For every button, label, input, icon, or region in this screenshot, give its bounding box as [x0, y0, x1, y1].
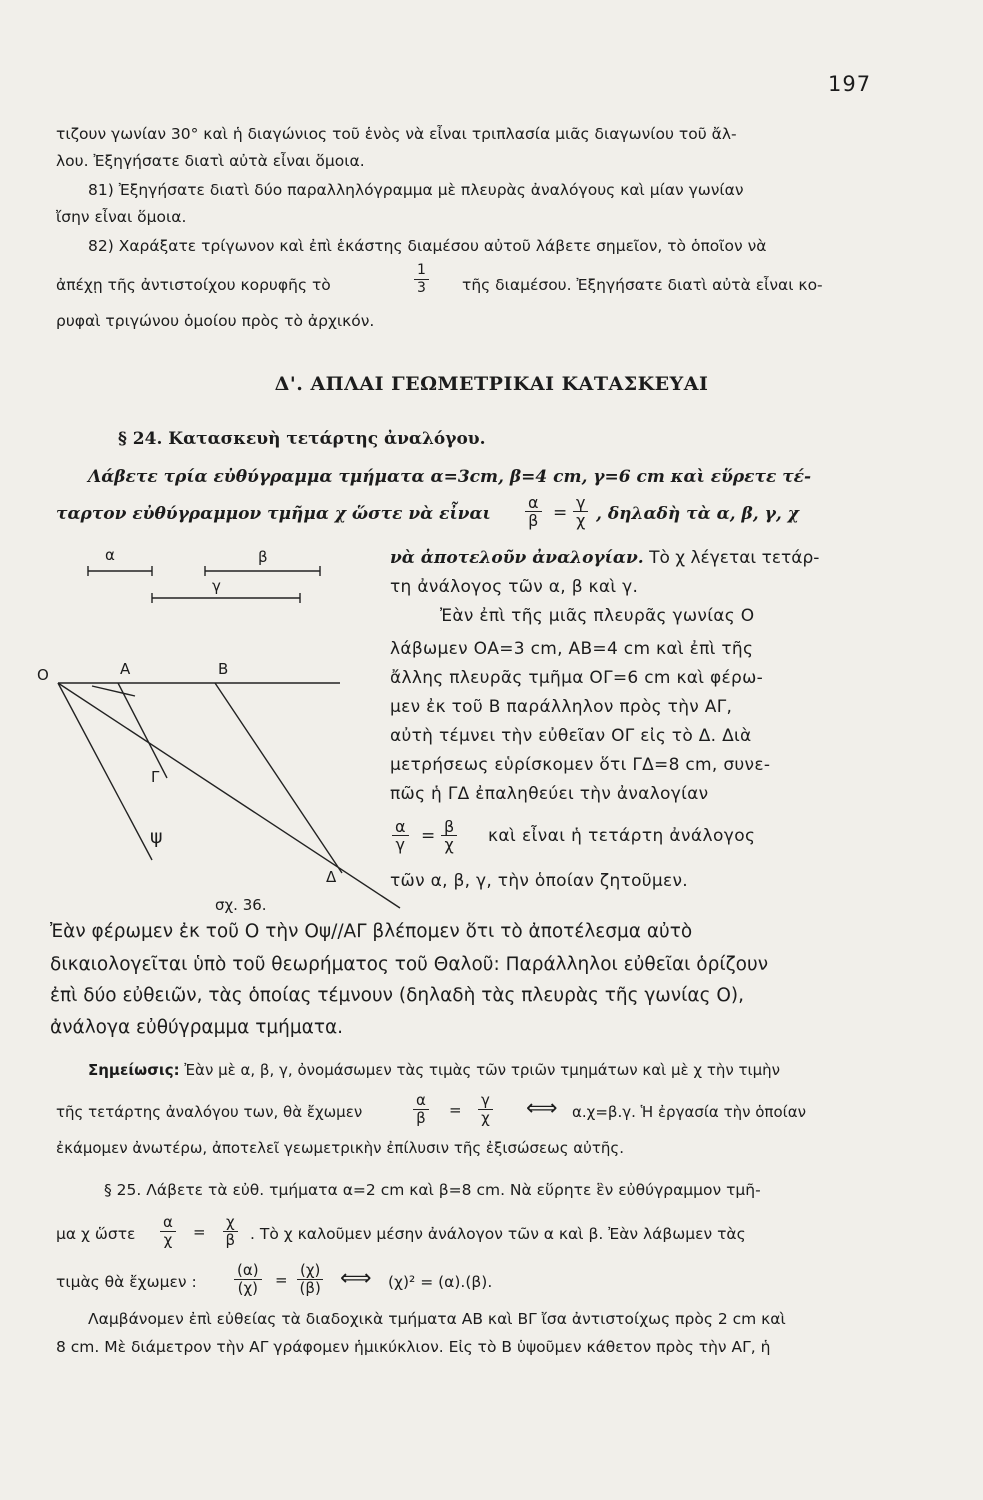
problem-line: τη ἀνάλογος τῶν α, β καὶ γ. — [390, 577, 639, 597]
fraction-denominator: γ — [395, 835, 405, 854]
text-line: ἴσην εἶναι ὅμοια. — [56, 208, 187, 226]
fraction-denominator: β — [528, 511, 539, 530]
equals-sign: = — [193, 1223, 206, 1241]
label-gamma: γ — [212, 577, 221, 595]
fraction-denominator: 3 — [417, 280, 426, 296]
equals-sign: = — [449, 1101, 462, 1119]
text-line: μετρήσεως εὑρίσκομεν ὅτι ΓΔ=8 cm, συνε- — [390, 755, 771, 775]
fraction-numerator: 1 — [414, 262, 429, 280]
text-line: λου. Ἐξηγήσατε διατὶ αὐτὰ εἶναι ὅμοια. — [56, 152, 365, 170]
text-line: ἀνάλογα εὐθύγραμμα τμήματα. — [50, 1017, 344, 1038]
fraction-alpha-chi — [160, 1214, 176, 1249]
fraction-numerator: α — [525, 494, 542, 512]
exercise-81: 81) Ἐξηγήσατε διατὶ δύο παραλληλόγραμμα μὲ πλευρὰς ἀναλόγους καὶ μίαν γωνίαν — [88, 181, 744, 199]
fraction-alpha-beta — [413, 1092, 429, 1127]
text-line: μεν ἐκ τοῦ Β παράλληλον πρὸς τὴν ΑΓ, — [390, 697, 733, 717]
section-25-line: τιμὰς θὰ ἔχωμεν : — [56, 1273, 197, 1291]
fraction-denominator: χ — [444, 835, 454, 854]
problem-line: Λάβετε τρία εὐθύγραμμα τμήματα α=3cm, β=4 cm, γ=6 cm καὶ εὕρετε τέ- — [88, 467, 812, 487]
chapter-heading: Δ'. ΑΠΛΑΙ ΓΕΩΜΕΤΡΙΚΑΙ ΚΑΤΑΣΚΕΥΑΙ — [274, 373, 709, 395]
label-G: Γ — [151, 768, 160, 786]
fraction-numerator: χ — [223, 1214, 238, 1232]
fraction-numerator: β — [441, 818, 457, 836]
fraction-denominator: χ — [481, 1109, 490, 1127]
text-line: καὶ εἶναι ἡ τετάρτη ἀνάλογος — [488, 826, 756, 846]
fraction-denominator: (χ) — [237, 1279, 258, 1297]
equals-sign: = — [275, 1271, 288, 1289]
text-line: αὐτὴ τέμνει τὴν εὐθεῖαν ΟΓ εἰς τὸ Δ. Διὰ — [390, 726, 752, 746]
text-line: ρυφαὶ τριγώνου ὁμοίου πρὸς τὸ ἀρχικόν. — [56, 312, 375, 330]
fraction-a-x — [234, 1262, 262, 1297]
fraction-numerator: (χ) — [297, 1262, 323, 1280]
text-line: ἀπέχῃ τῆς ἀντιστοίχου κορυφῆς τὸ — [56, 276, 331, 294]
fraction-numerator: γ — [573, 494, 588, 512]
fraction-numerator: (α) — [234, 1262, 262, 1280]
section-25-line: 8 cm. Μὲ διάμετρον τὴν ΑΓ γράφομεν ἡμικύκλιον. Εἰς τὸ Β ὑψοῦμεν κάθετον πρὸς τὴν ΑΓ, ἡ — [56, 1338, 771, 1356]
text-line: τῆς διαμέσου. Ἐξηγήσατε διατὶ αὐτὰ εἶναι κο- — [462, 276, 823, 294]
note-line: τῆς τετάρτης ἀναλόγου των, θὰ ἔχωμεν — [56, 1103, 363, 1121]
text-line: Ἐὰν ἐπὶ τῆς μιᾶς πλευρᾶς γωνίας Ο — [440, 606, 755, 626]
text-line: ἐπὶ δύο εὐθειῶν, τὰς ὁποίας τέμνουν (δηλαδὴ τὰς πλευρὰς τῆς γωνίας Ο), — [50, 985, 744, 1006]
label-alpha: α — [105, 546, 115, 564]
fraction-numerator: α — [413, 1092, 429, 1110]
proportion-phrase: νὰ ἀποτελοῦν ἀναλογίαν. — [390, 548, 644, 568]
line-Opsi — [58, 683, 152, 860]
section-25-line: μα χ ὥστε — [56, 1225, 136, 1243]
section-24-title: § 24. Κατασκευὴ τετάρτης ἀναλόγου. — [118, 429, 486, 449]
fraction-numerator: α — [160, 1214, 176, 1232]
label-O: Ο — [37, 666, 49, 684]
problem-line: ταρτον εὐθύγραμμον τμῆμα χ ὥστε νὰ εἶναι — [56, 504, 491, 524]
fraction-numerator: α — [392, 818, 409, 836]
note-line — [88, 1060, 780, 1080]
text-line: δικαιολογεῖται ὑπὸ τοῦ θεωρήματος τοῦ Θαλοῦ: Παράλληλοι εὐθεῖαι ὁρίζουν — [50, 954, 769, 975]
equals-sign: = — [553, 503, 568, 523]
fraction-denominator: χ — [163, 1231, 173, 1249]
note-label: Σημείωσις: — [88, 1061, 180, 1079]
side-OD — [58, 683, 400, 908]
fraction-denominator: β — [225, 1231, 236, 1249]
fraction-denominator: (β) — [299, 1279, 321, 1297]
fraction-chi-beta — [223, 1214, 238, 1249]
text-line: Ἐὰν φέρωμεν ἐκ τοῦ Ο τὴν Οψ//ΑΓ βλέπομεν ὅτι τὸ ἀποτέλεσμα αὐτὸ — [50, 921, 693, 942]
figure-caption: σχ. 36. — [215, 896, 267, 914]
equivalence-arrow-icon: ⟺ — [526, 1096, 558, 1121]
section-25-line: . Τὸ χ καλοῦμεν μέσην ἀνάλογον τῶν α καὶ β. Ἐὰν λάβωμεν τὰς — [250, 1225, 746, 1243]
section-25-line: Λαμβάνομεν ἐπὶ εὐθείας τὰ διαδοχικὰ τμήματα ΑΒ καὶ ΒΓ ἴσα ἀντιστοίχως πρὸς 2 cm καὶ — [88, 1310, 786, 1328]
text-line: τῶν α, β, γ, τὴν ὁποίαν ζητοῦμεν. — [390, 871, 689, 891]
label-B: Β — [218, 660, 229, 678]
text-line: τιζουν γωνίαν 30° καὶ ἡ διαγώνιος τοῦ ἑνὸς νὰ εἶναι τριπλασία μιᾶς διαγωνίου τοῦ ἄλ- — [56, 125, 737, 143]
note-line: α.χ=β.γ. Ἡ ἐργασία τὴν ὁποίαν — [572, 1103, 806, 1121]
equivalence-arrow-icon: ⟺ — [340, 1266, 372, 1291]
text-line: ἄλλης πλευρᾶς τμῆμα ΟΓ=6 cm καὶ φέρω- — [390, 668, 764, 688]
note-line: ἐκάμομεν ἀνωτέρω, ἀποτελεῖ γεωμετρικὴν ἐπίλυσιν τῆς ἐξισώσεως αὐτῆς. — [56, 1139, 624, 1157]
fraction-denominator: β — [416, 1109, 426, 1127]
section-25-line: (χ)² = (α).(β). — [388, 1273, 493, 1291]
line-BD — [215, 683, 342, 873]
equals-sign: = — [421, 826, 436, 846]
line-AG — [118, 683, 167, 778]
fraction-denominator: χ — [576, 511, 586, 530]
fourth-proportional-text: Τὸ χ λέγεται τετάρ- — [643, 548, 820, 568]
note-text: Ἐὰν μὲ α, β, γ, ὀνομάσωμεν τὰς τιμὰς τῶν τριῶν τμημάτων καὶ μὲ χ τὴν τιμὴν — [179, 1061, 781, 1079]
problem-line: , δηλαδὴ τὰ α, β, γ, χ — [596, 504, 799, 524]
page-number: 197 — [828, 72, 872, 96]
fraction-numerator: γ — [478, 1092, 493, 1110]
text-line: λάβωμεν ΟΑ=3 cm, ΑΒ=4 cm καὶ ἐπὶ τῆς — [390, 639, 754, 659]
label-A: Α — [120, 660, 131, 678]
exercise-82: 82) Χαράξατε τρίγωνον καὶ ἐπὶ ἑκάστης διαμέσου αὐτοῦ λάβετε σημεῖον, τὸ ὁποῖον νὰ — [88, 237, 767, 255]
label-psi: ψ — [150, 826, 163, 848]
label-beta: β — [258, 548, 268, 566]
fraction-x-b — [297, 1262, 323, 1297]
label-D: Δ — [326, 868, 337, 886]
section-25-line: § 25. Λάβετε τὰ εὐθ. τμήματα α=2 cm καὶ β=8 cm. Νὰ εὕρητε ἓν εὐθύγραμμον τμῆ- — [104, 1181, 761, 1199]
fraction-gamma-chi — [478, 1092, 493, 1127]
text-line: πῶς ἡ ΓΔ ἐπαληθεύει τὴν ἀναλογίαν — [390, 784, 709, 804]
